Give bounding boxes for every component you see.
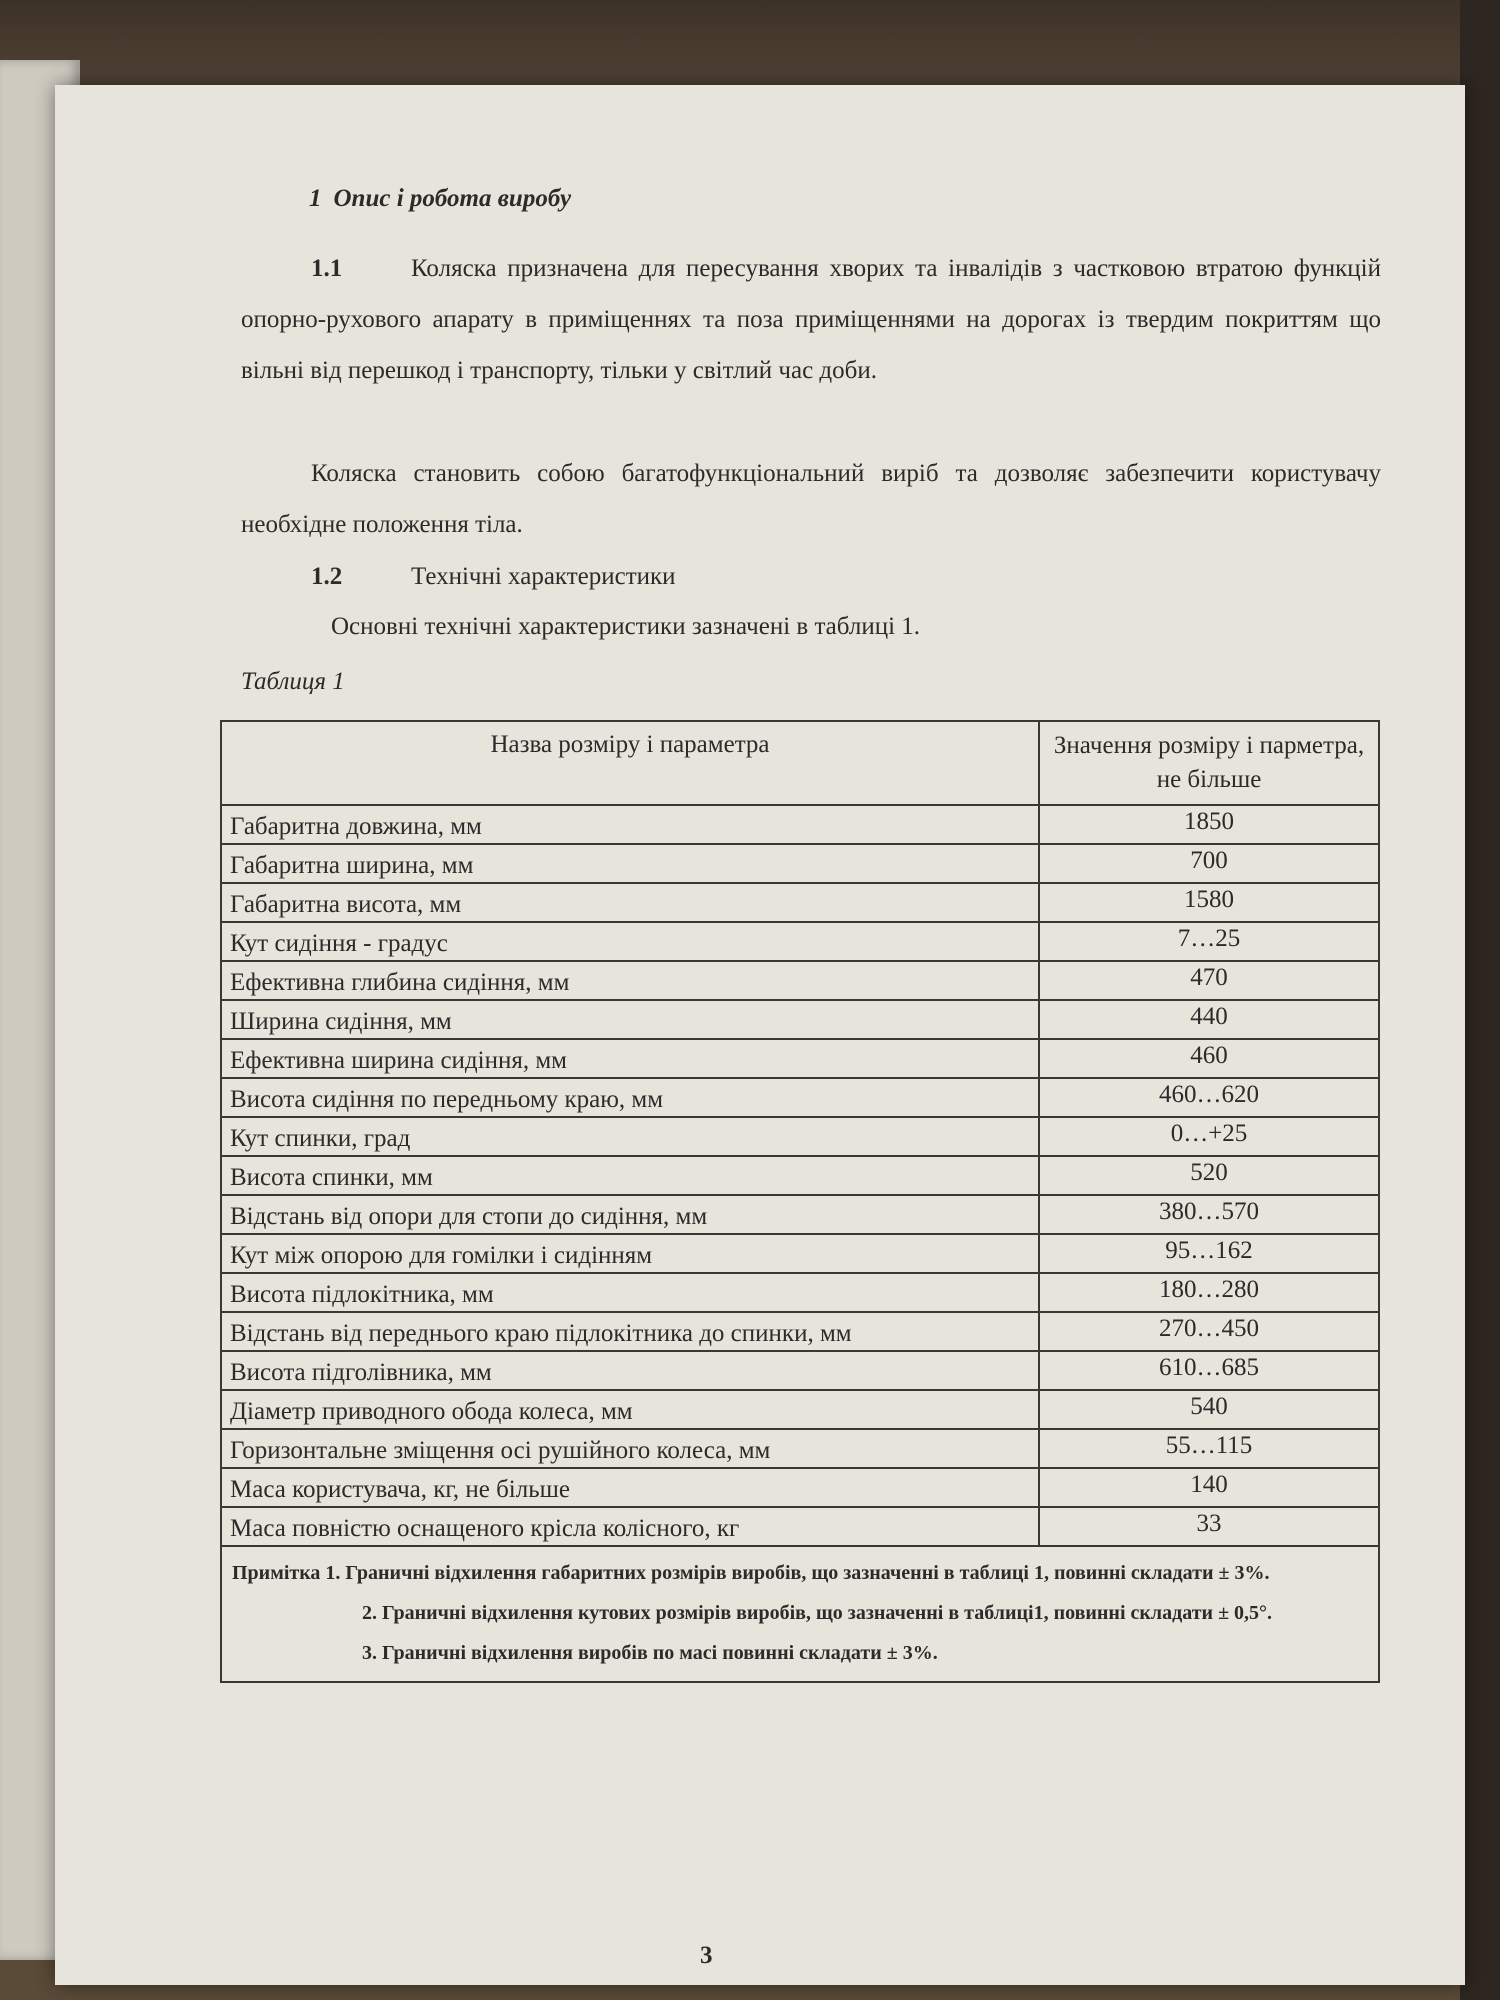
parameter-name-cell: Габаритна довжина, мм xyxy=(221,805,1039,844)
table-row xyxy=(221,844,1379,883)
table-row xyxy=(221,1273,1379,1312)
table-row xyxy=(221,1429,1379,1468)
parameter-name-cell: Кут спинки, град xyxy=(221,1117,1039,1156)
parameter-value-cell: 0…+25 xyxy=(1039,1117,1379,1156)
table-row xyxy=(221,922,1379,961)
table-row xyxy=(221,1234,1379,1273)
table-intro-text: Основні технічні характеристики зазначені в таблиці 1. xyxy=(331,613,921,640)
parameter-value-cell: 700 xyxy=(1039,844,1379,883)
subsection-title: Технічні характеристики xyxy=(411,563,676,590)
subsection-number: 1.2 xyxy=(311,563,343,590)
background-edge xyxy=(1460,0,1500,2000)
parameter-value-cell: 95…162 xyxy=(1039,1234,1379,1273)
table-row xyxy=(221,1312,1379,1351)
table-row xyxy=(221,1195,1379,1234)
parameter-value-cell: 380…570 xyxy=(1039,1195,1379,1234)
parameter-value-cell: 55…115 xyxy=(1039,1429,1379,1468)
paragraph-number: 1.1 xyxy=(311,255,343,282)
parameter-name-cell: Габаритна висота, мм xyxy=(221,883,1039,922)
parameter-value-cell: 270…450 xyxy=(1039,1312,1379,1351)
parameter-name-cell: Відстань від опори для стопи до сидіння, мм xyxy=(221,1195,1039,1234)
parameter-value-cell: 610…685 xyxy=(1039,1351,1379,1390)
note-2-text: 2. Граничні відхилення кутових розмірів виробів, що зазначенні в таблиці1, повинні складати ± 0,5°. xyxy=(362,1602,1273,1624)
parameter-name-cell: Висота спинки, мм xyxy=(221,1156,1039,1195)
note-3 xyxy=(232,1633,1368,1673)
specifications-table xyxy=(220,720,1380,1683)
parameter-value-cell: 460 xyxy=(1039,1039,1379,1078)
subsection-heading xyxy=(311,563,676,591)
table-caption: Таблиця 1 xyxy=(241,668,345,695)
table-row xyxy=(221,1117,1379,1156)
parameter-value-cell: 460…620 xyxy=(1039,1078,1379,1117)
parameter-name-cell: Маса повністю оснащеного крісла колісного, кг xyxy=(221,1507,1039,1546)
parameter-name-cell: Маса користувача, кг, не більше xyxy=(221,1468,1039,1507)
parameter-value-cell: 7…25 xyxy=(1039,922,1379,961)
column-header-value: Значення розміру і парметра, не більше xyxy=(1039,721,1379,805)
parameter-name-cell: Висота підлокітника, мм xyxy=(221,1273,1039,1312)
parameter-value-cell: 520 xyxy=(1039,1156,1379,1195)
paragraph-text: Коляска призначена для пересування хворих та інвалідів з частковою втратою функцій опорно-рухового апарату в приміщеннях та поза приміщеннями на дорогах із твердим покриттям що вільні від перешкод і транспорту, тільки у світлий час доби. xyxy=(241,255,1381,384)
parameter-name-cell: Горизонтальне зміщення осі рушійного колеса, мм xyxy=(221,1429,1039,1468)
paragraph-1-1-continued xyxy=(241,448,1381,550)
parameter-value-cell: 440 xyxy=(1039,1000,1379,1039)
table-row xyxy=(221,1078,1379,1117)
parameter-name-cell: Ширина сидіння, мм xyxy=(221,1000,1039,1039)
table-header-row xyxy=(221,721,1379,805)
table-notes xyxy=(221,1546,1379,1682)
parameter-name-cell: Габаритна ширина, мм xyxy=(221,844,1039,883)
parameter-value-cell: 540 xyxy=(1039,1390,1379,1429)
parameter-name-cell: Діаметр приводного обода колеса, мм xyxy=(221,1390,1039,1429)
section-title: Опис і робота виробу xyxy=(333,185,572,212)
page-content xyxy=(55,85,1465,1985)
parameter-name-cell: Кут сидіння - градус xyxy=(221,922,1039,961)
parameter-name-cell: Ефективна глибина сидіння, мм xyxy=(221,961,1039,1000)
parameter-value-cell: 140 xyxy=(1039,1468,1379,1507)
parameter-name-cell: Ефективна ширина сидіння, мм xyxy=(221,1039,1039,1078)
parameter-value-cell: 1850 xyxy=(1039,805,1379,844)
document-page xyxy=(55,85,1465,1985)
parameter-value-cell: 33 xyxy=(1039,1507,1379,1546)
parameter-name-cell: Висота сидіння по передньому краю, мм xyxy=(221,1078,1039,1117)
section-heading xyxy=(309,185,571,213)
parameter-name-cell: Висота підголівника, мм xyxy=(221,1351,1039,1390)
section-number: 1 xyxy=(309,185,322,212)
table-row xyxy=(221,1507,1379,1546)
table-row xyxy=(221,883,1379,922)
note-1: Примітка 1. Граничні відхилення габаритних розмірів виробів, що зазначенні в таблиці 1, повинні складати ± 3%. xyxy=(232,1562,1270,1584)
table-row xyxy=(221,1468,1379,1507)
note-3-text: 3. Граничні відхилення виробів по масі повинні складати ± 3%. xyxy=(362,1642,938,1664)
table-row xyxy=(221,961,1379,1000)
table-row xyxy=(221,1351,1379,1390)
table-row xyxy=(221,1039,1379,1078)
note-2 xyxy=(232,1593,1368,1633)
paragraph-text: Коляска становить собою багатофункціональний виріб та дозволяє забезпечити користувачу необхідне положення тіла. xyxy=(241,460,1381,538)
table-row xyxy=(221,805,1379,844)
table-row xyxy=(221,1000,1379,1039)
paragraph-1-1 xyxy=(241,243,1381,396)
parameter-value-cell: 180…280 xyxy=(1039,1273,1379,1312)
parameter-value-cell: 1580 xyxy=(1039,883,1379,922)
column-header-name: Назва розміру і параметра xyxy=(221,721,1039,805)
parameter-name-cell: Кут між опорою для гомілки і сидінням xyxy=(221,1234,1039,1273)
parameter-name-cell: Відстань від переднього краю підлокітника до спинки, мм xyxy=(221,1312,1039,1351)
page-number: 3 xyxy=(700,1942,713,1969)
table-notes-row xyxy=(221,1546,1379,1682)
parameter-value-cell: 470 xyxy=(1039,961,1379,1000)
table-row xyxy=(221,1156,1379,1195)
table-row xyxy=(221,1390,1379,1429)
